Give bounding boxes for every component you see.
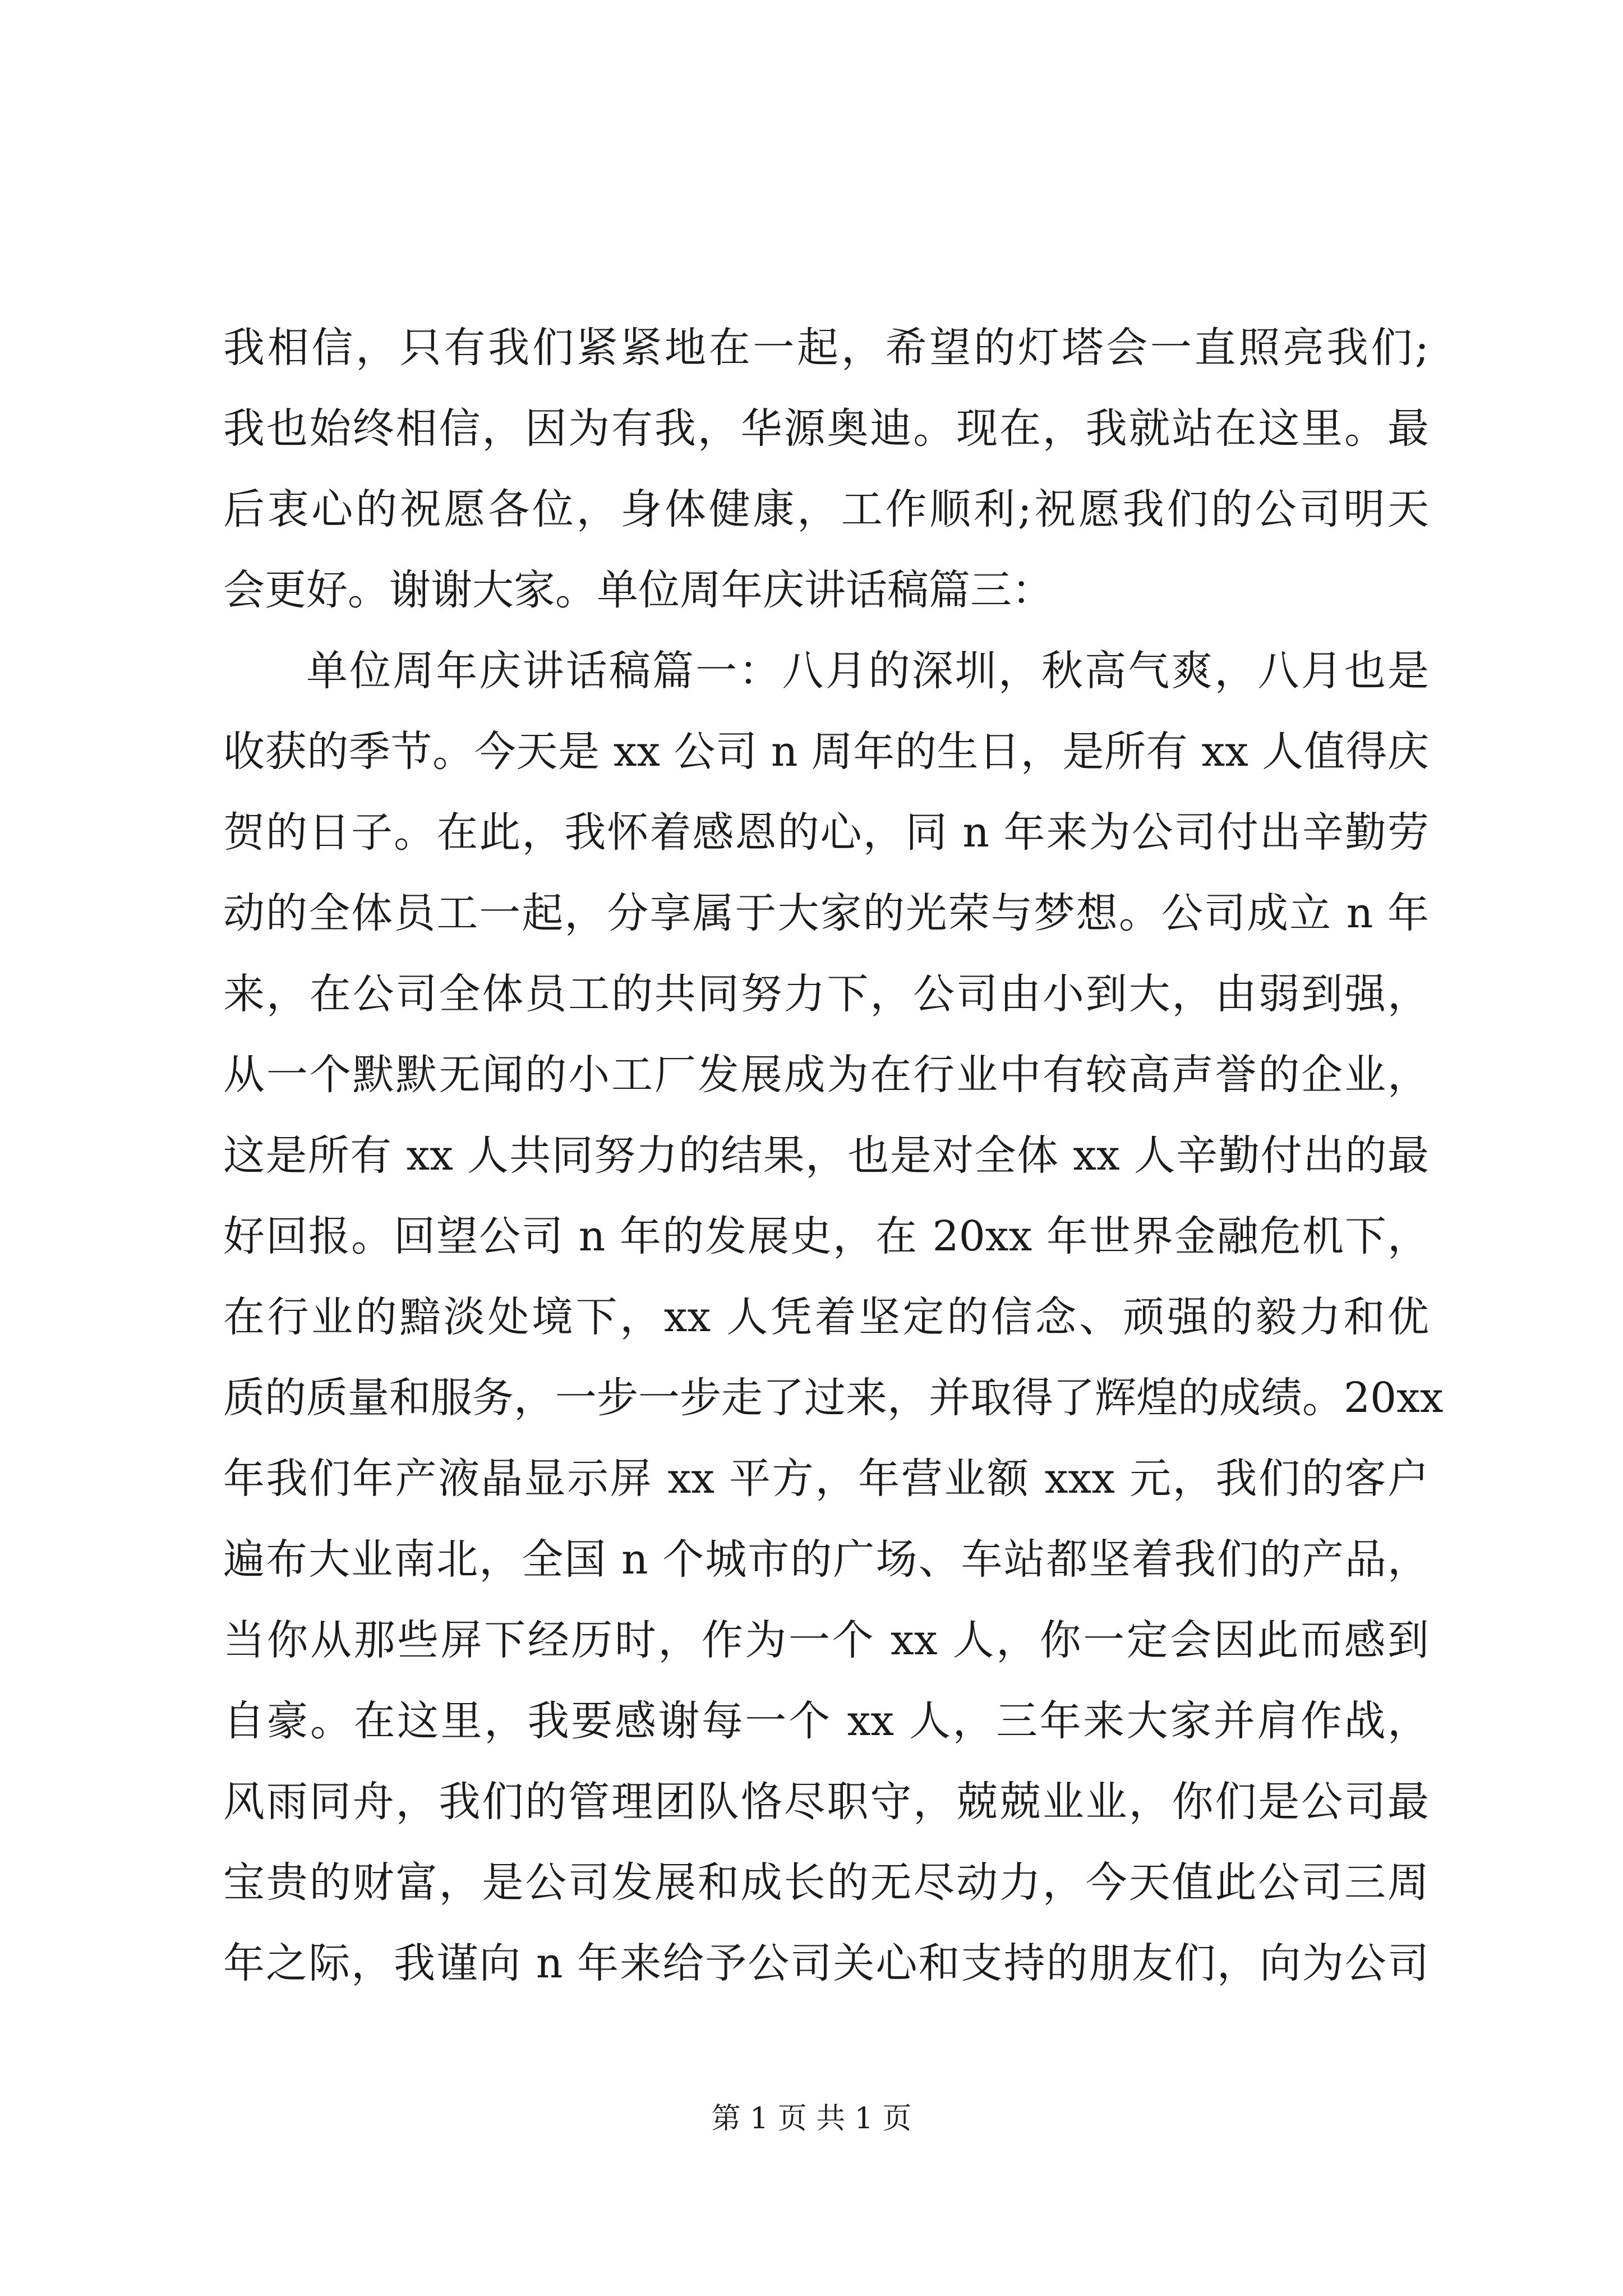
text-line: 我也始终相信，因为有我，华源奥迪。现在，我就站在这里。最 (223, 404, 1429, 453)
text-line: 后衷心的祝愿各位，身体健康，工作顺利;祝愿我们的公司明天 (223, 485, 1429, 533)
text-line: 好回报。回望公司 n 年的发展史，在 20xx 年世界金融危机下， (223, 1212, 1429, 1260)
text-line: 年之际，我谨向 n 年来给予公司关心和支持的朋友们，向为公司 (223, 1939, 1429, 1987)
text-line: 年我们年产液晶显示屏 xx 平方，年营业额 xxx 元，我们的客户 (223, 1455, 1429, 1503)
text-line: 当你从那些屏下经历时，作为一个 xx 人，你一定会因此而感到 (223, 1616, 1429, 1664)
text-line: 宝贵的财富，是公司发展和成长的无尽动力，今天值此公司三周 (223, 1858, 1429, 1907)
page-number-label: 第 1 页 共 1 页 (711, 2102, 912, 2136)
text-line: 风雨同舟，我们的管理团队恪尽职守，兢兢业业，你们是公司最 (223, 1778, 1429, 1826)
text-line: 从一个默默无闻的小工厂发展成为在行业中有较高声誉的企业， (223, 1051, 1429, 1099)
text-line: 来，在公司全体员工的共同努力下，公司由小到大，由弱到强， (223, 970, 1429, 1018)
paragraph (223, 631, 1444, 2004)
text-line: 单位周年庆讲话稿篇一：八月的深圳，秋高气爽，八月也是 (306, 647, 1429, 695)
text-line: 遍布大业南北，全国 n 个城市的广场、车站都坚着我们的产品， (223, 1535, 1429, 1584)
text-line: 会更好。谢谢大家。单位周年庆讲话稿篇三： (223, 566, 1053, 614)
paragraph (223, 307, 1429, 631)
text-line: 收获的季节。今天是 xx 公司 n 周年的生日，是所有 xx 人值得庆 (223, 728, 1429, 776)
text-line: 自豪。在这里，我要感谢每一个 xx 人，三年来大家并肩作战， (223, 1697, 1429, 1745)
document-body (223, 307, 1444, 2004)
text-line: 在行业的黯淡处境下，xx 人凭着坚定的信念、顽强的毅力和优 (223, 1293, 1429, 1341)
text-line: 贺的日子。在此，我怀着感恩的心，同 n 年来为公司付出辛勤劳 (223, 808, 1429, 857)
page-footer (0, 2099, 1623, 2138)
text-line: 我相信，只有我们紧紧地在一起，希望的灯塔会一直照亮我们; (223, 324, 1429, 372)
text-line: 动的全体员工一起，分享属于大家的光荣与梦想。公司成立 n 年 (223, 889, 1429, 937)
text-line: 质的质量和服务，一步一步走了过来，并取得了辉煌的成绩。20xx (223, 1374, 1444, 1422)
text-line: 这是所有 xx 人共同努力的结果，也是对全体 xx 人辛勤付出的最 (223, 1131, 1429, 1180)
